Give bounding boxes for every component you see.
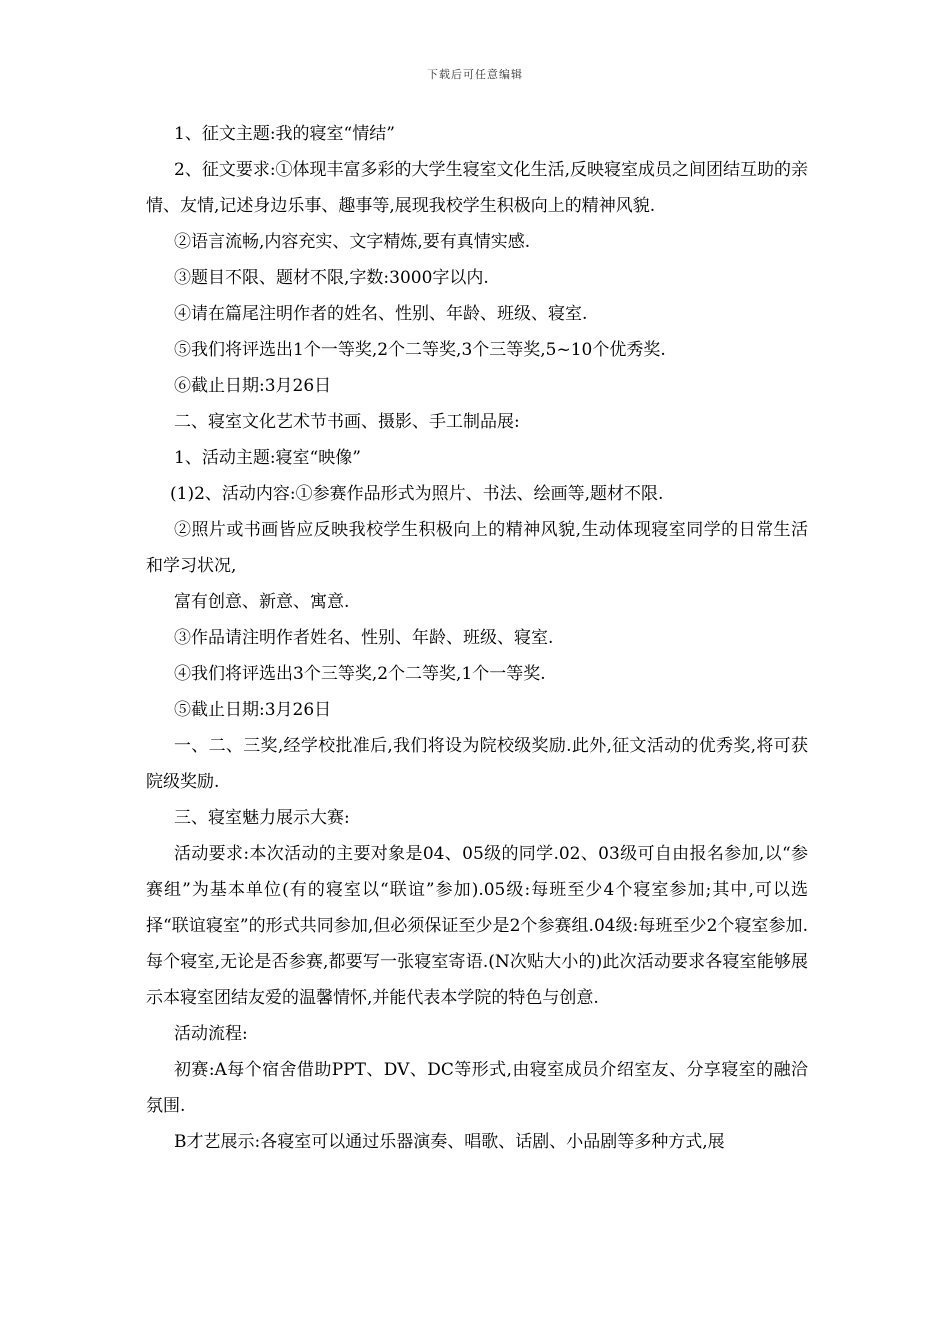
paragraph: ②语言流畅,内容充实、文字精炼,要有真情实感. [174, 232, 531, 252]
paragraph: 富有创意、新意、寓意. [174, 592, 350, 612]
paragraph: 初赛:A每个宿舍借助PPT、DV、DC等形式,由寝室成员介绍室友、分享寝室的融洽氛围. [146, 1060, 808, 1116]
paragraph: 2、征文要求:①体现丰富多彩的大学生寝室文化生活,反映寝室成员之间团结互助的亲情、友情,记述身边乐事、趣事等,展现我校学生积极向上的精神风貌. [146, 160, 808, 216]
paragraph: ⑥截止日期:3月26日 [174, 376, 332, 396]
paragraph: 1、征文主题:我的寝室“情结” [174, 124, 395, 144]
paragraph: 一、二、三奖,经学校批准后,我们将设为院校级奖励.此外,征文活动的优秀奖,将可获院级奖励. [146, 736, 808, 792]
page-header-note: 下载后可任意编辑 [427, 68, 523, 81]
document-body [146, 116, 808, 1160]
paragraph: 1、活动主题:寝室“映像” [174, 448, 361, 468]
paragraph: 活动要求:本次活动的主要对象是04、05级的同学.02、03级可自由报名参加,以“参赛组”为基本单位(有的寝室以“联谊”参加).05级:每班至少4个寝室参加;其中,可以选择“联谊寝室”的形式共同参加,但必须保证至少是2个参赛组.04级:每班至少2个寝室参加.每个寝室,无论是否参赛,都要写一张寝室寄语.(N次贴大小的)此次活动要求各寝室能够展示本寝室团结友爱的温馨情怀,并能代表本学院的特色与创意. [146, 844, 808, 1008]
paragraph: 活动流程: [174, 1024, 248, 1044]
paragraph: ⑤截止日期:3月26日 [174, 700, 332, 720]
paragraph: ③题目不限、题材不限,字数:3000字以内. [174, 268, 489, 288]
paragraph: B才艺展示:各寝室可以通过乐器演奏、唱歌、话剧、小品剧等多种方式,展 [174, 1132, 725, 1152]
paragraph: ④我们将评选出3个三等奖,2个二等奖,1个一等奖. [174, 664, 546, 684]
paragraph: ②照片或书画皆应反映我校学生积极向上的精神风貌,生动体现寝室同学的日常生活和学习状况, [146, 520, 808, 576]
section-heading: 三、寝室魅力展示大赛: [174, 808, 350, 828]
paragraph: (1)2、活动内容:①参赛作品形式为照片、书法、绘画等,题材不限. [170, 484, 664, 504]
paragraph: ④请在篇尾注明作者的姓名、性别、年龄、班级、寝室. [174, 304, 588, 324]
paragraph: ⑤我们将评选出1个一等奖,2个二等奖,3个三等奖,5~10个优秀奖. [174, 340, 666, 360]
paragraph: ③作品请注明作者姓名、性别、年龄、班级、寝室. [174, 628, 554, 648]
section-heading: 二、寝室文化艺术节书画、摄影、手工制品展: [174, 412, 520, 432]
